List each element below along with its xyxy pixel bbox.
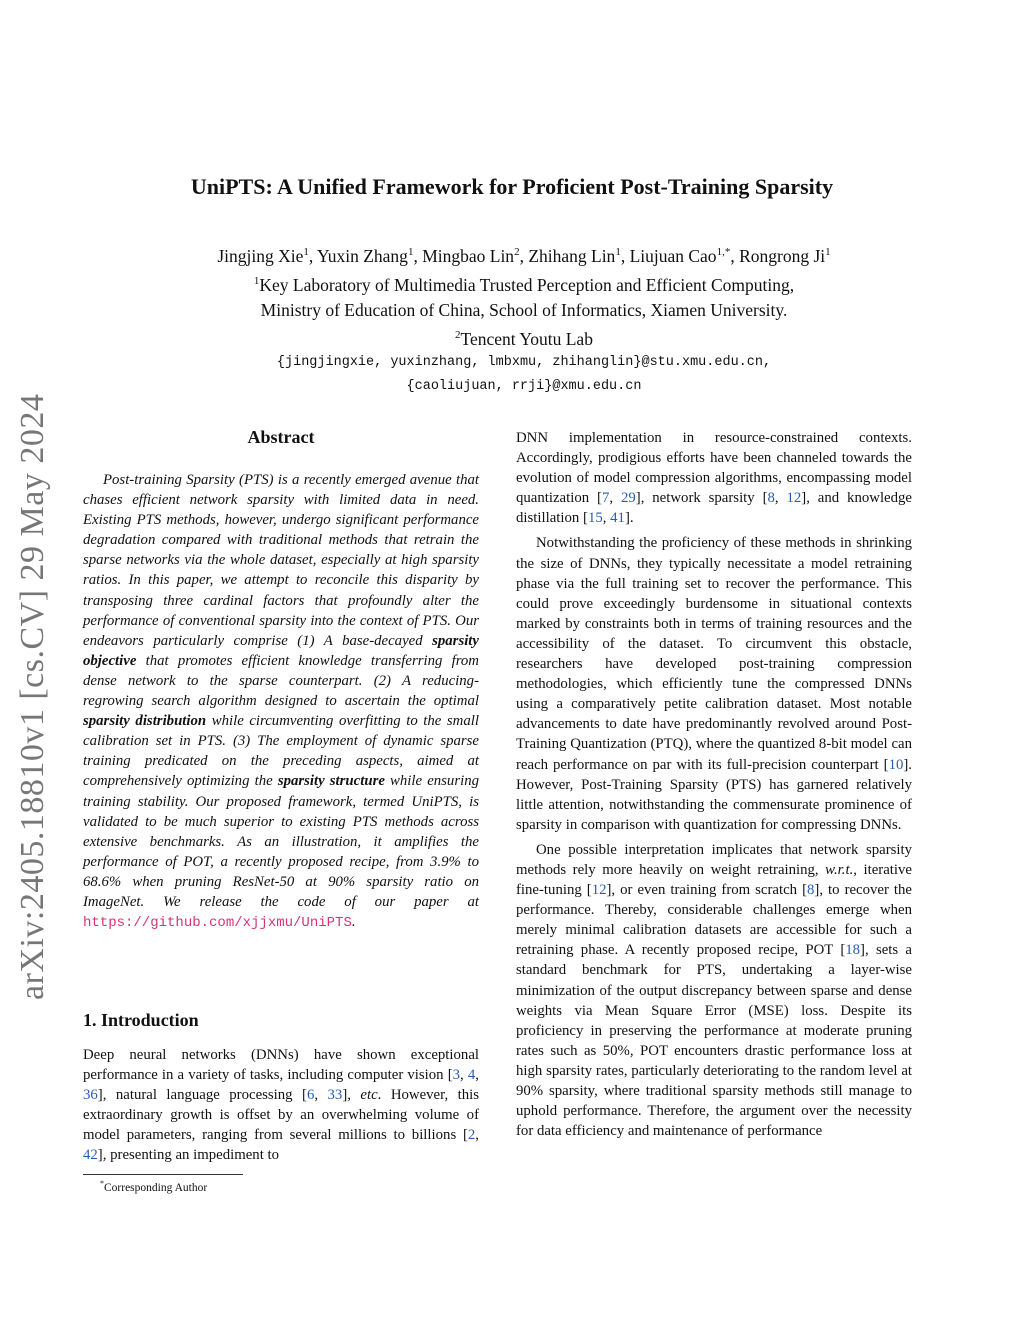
section-heading-introduction: 1. Introduction bbox=[83, 1010, 199, 1030]
author-name: Yuxin Zhang bbox=[317, 245, 408, 266]
citation-link[interactable]: 3 bbox=[452, 1067, 461, 1084]
citation-link[interactable]: 7 bbox=[601, 490, 610, 507]
body-text: ], and knowledge distillation [ bbox=[516, 490, 912, 527]
abstract-text: while ensuring training stability. Our proposed framework, termed UniPTS, is validated to be much superior to existing PTS methods across extensive benchmarks. As an illustration, it amplifies the performance of POT, a recently proposed recipe, from 3.9% to 68.6% when pruning ResNet-50 at 90% sparsity ratio on ImageNet. We release the code of our paper at bbox=[83, 773, 479, 910]
citation-link[interactable]: 8 bbox=[767, 490, 775, 507]
author-name: Mingbao Lin bbox=[422, 245, 515, 266]
right-paragraph-1: DNN implementation in resource-constrained contexts. Accordingly, prodigious efforts have been channeled towards the evolution of model compression algorithms, encompassing model quantization [7, 29], network sparsity [8, 12], and knowledge distillation [15, 41]. bbox=[516, 430, 912, 527]
intro-body bbox=[83, 1045, 479, 1166]
right-paragraph-3 bbox=[516, 840, 912, 1141]
author-list: Jingjing Xie$^1$, Yuxin Zhang$^1$, Mingbao Lin$^2$, Zhihang Lin$^1$, Liujuan Cao$^{1,*}$, Rongrong Ji$^1$ bbox=[217, 245, 831, 266]
citation-link[interactable]: 6 bbox=[306, 1087, 315, 1104]
body-text: ]. bbox=[624, 510, 634, 527]
affiliation-2 bbox=[24, 323, 1024, 352]
intro-text: . However, this extraordinary growth is offset by an overwhelming volume of model parameters, ranging from several millions to billions [ bbox=[83, 1087, 479, 1144]
citation-link[interactable]: 36 bbox=[83, 1087, 98, 1104]
author-sup: 1 bbox=[303, 246, 309, 258]
citation-link[interactable]: 2 bbox=[467, 1127, 476, 1144]
abstract-bold: sparsity distribution bbox=[83, 713, 207, 730]
author-name: Rongrong Ji bbox=[739, 245, 826, 266]
right-paragraph-2 bbox=[516, 533, 912, 834]
body-text: ], network sparsity [ bbox=[635, 490, 768, 507]
affiliation-line: Tencent Youtu Lab bbox=[460, 328, 593, 349]
right-column bbox=[516, 428, 912, 1141]
abstract-paragraph bbox=[83, 470, 479, 933]
abstract-body bbox=[83, 470, 479, 933]
citation-link[interactable]: 4 bbox=[467, 1067, 476, 1084]
abstract-text: Post-training Sparsity (PTS) is a recently emerged avenue that chases efficient network sparsity with limited data in need. Existing PTS methods, however, undergo significant performance degradation compared with traditional methods that retrain the sparse networks via the whole dataset, especially at high sparsity ratios. In this paper, we attempt to reconcile this disparity by transposing three cardinal factors that profoundly alter the performance of conventional sparsity into the context of PTS. Our endeavors particularly comprise (1) A base-decayed bbox=[83, 472, 479, 649]
citation-link[interactable]: 12 bbox=[591, 882, 607, 899]
body-text: , iterative fine-tuning [ bbox=[516, 861, 912, 899]
affil-sup: 2 bbox=[455, 328, 461, 341]
body-text: One possible interpretation implicates that network sparsity methods rely more heavily on weight retraining, bbox=[516, 841, 912, 878]
body-text: DNN implementation in resource-constrained contexts. Accordingly, prodigious efforts have been channeled towards the evolution of model compression algorithms, encompassing model quantization [ bbox=[516, 430, 912, 507]
citation-link[interactable]: 8 bbox=[807, 882, 815, 899]
author-sup: 1,* bbox=[716, 246, 731, 258]
intro-text: Deep neural networks (DNNs) have shown exceptional performance in a variety of tasks, including computer vision [ bbox=[83, 1047, 479, 1084]
intro-text: ], natural language processing [ bbox=[97, 1087, 307, 1104]
footnote-mark: * bbox=[100, 1179, 104, 1188]
code-link[interactable]: https://github.com/xjjxmu/UniPTS bbox=[83, 915, 352, 932]
body-text: ]. However, Post-Training Sparsity (PTS) has garnered relatively little attention, notwithstanding the commensurate prominence of sparsity in comparison with quantization for compressing DNNs. bbox=[516, 756, 912, 833]
abstract-heading: Abstract bbox=[247, 427, 315, 447]
abstract-bold: sparsity objective bbox=[83, 632, 479, 669]
citation-link[interactable]: 41 bbox=[610, 510, 625, 527]
body-text: ], or even training from scratch [ bbox=[606, 882, 808, 899]
footnote-text: Corresponding Author bbox=[104, 1181, 208, 1194]
body-text: Notwithstanding the proficiency of these methods in shrinking the size of DNNs, they typically necessitate a model retraining phase via the full training set to recover the performance. This could prove exceedingly burdensome in situational contexts marked by constraints both in terms of training resources and the accessibility of the dataset. To circumvent this obstacle, researchers have developed post-training compression methodologies, which efficiently tune the compressed DNNs using a comparatively petite calibration dataset. Most notable advancements to date have predominantly revolved around Post-Training Quantization (PTQ), where the quantized 8-bit model can reach performance on par with its full-precision counterpart [ bbox=[516, 535, 912, 773]
body-text: ], to recover the performance. Thereby, considerable challenges emerge when merely minimal calibration datasets are accessible for such a retraining phase. A recently proposed recipe, POT [ bbox=[516, 882, 913, 959]
citation-link[interactable]: 10 bbox=[888, 756, 904, 773]
citation-link[interactable]: 42 bbox=[83, 1147, 98, 1164]
citation-link[interactable]: 12 bbox=[786, 490, 802, 507]
citation-link[interactable]: 33 bbox=[327, 1087, 343, 1104]
author-sup: 1 bbox=[825, 246, 831, 258]
affiliation-1-line2: Ministry of Education of China, School of Informatics, Xiamen University. bbox=[260, 299, 788, 320]
author-name: Liujuan Cao bbox=[629, 245, 717, 266]
intro-text: ], bbox=[342, 1087, 361, 1104]
footnote bbox=[100, 1179, 207, 1194]
footnote-rule bbox=[83, 1174, 243, 1175]
affiliation-1 bbox=[24, 269, 1024, 298]
email-line-1: {jingjingxie, yuxinzhang, lmbxmu, zhihanglin}@stu.xmu.edu.cn, bbox=[276, 355, 772, 371]
affiliation-line: Key Laboratory of Multimedia Trusted Perception and Efficient Computing, bbox=[259, 274, 795, 295]
author-name: Zhihang Lin bbox=[528, 245, 616, 266]
abstract-text: that promotes efficient knowledge transferring from dense network to the sparse counterpart. (2) A reducing-regrowing search algorithm designed to ascertain the optimal bbox=[83, 652, 479, 710]
body-text: ], sets a standard benchmark for PTS, undertaking a layer-wise minimization of the output discrepancy between sparse and dense weights via Mean Square Error (MSE) loss. Despite its proficiency in preserving the performance at moderate pruning rates such as 50%, POT encounters drastic performance loss at high sparsity rates, particularly deteriorating to the random level at 90% sparsity, where traditional sparsity methods still manage to uphold performance. Therefore, the argument over the necessity for data efficiency and maintenance of performance bbox=[516, 942, 912, 1140]
citation-link[interactable]: 15 bbox=[587, 510, 603, 527]
author-block bbox=[0, 240, 1024, 399]
arxiv-side-label: arXiv:2405.18810v1 [cs.CV] 29 May 2024 bbox=[14, 393, 51, 1000]
paper-title: UniPTS: A Unified Framework for Proficient Post-Training Sparsity bbox=[190, 174, 834, 199]
author-sup: 1 bbox=[407, 246, 414, 258]
citation-link[interactable]: 29 bbox=[620, 490, 636, 507]
abstract-text: while circumventing overfitting to the small calibration set in PTS. (3) The employment of dynamic sparse training predicated on the preceding aspects, aimed at comprehensively optimizing the bbox=[83, 713, 479, 790]
intro-text: ], presenting an impediment to bbox=[97, 1147, 280, 1164]
affil-sup: 1 bbox=[253, 274, 260, 287]
citation-link[interactable]: 18 bbox=[845, 942, 861, 959]
abstract-text: . bbox=[351, 914, 356, 931]
author-name: Jingjing Xie bbox=[217, 245, 304, 266]
abstract-bold: sparsity structure bbox=[277, 773, 385, 790]
email-line-2: {caoliujuan, rrji}@xmu.edu.cn bbox=[406, 379, 642, 395]
author-sup: 2 bbox=[514, 246, 520, 258]
author-sup: 1 bbox=[615, 246, 621, 258]
intro-paragraph: Deep neural networks (DNNs) have shown exceptional performance in a variety of tasks, including computer vision [3, 4, 36], natural language processing [6, 33], etc. However, this extraordinary growth is offset by an overwhelming volume of model parameters, ranging from several millions to billions [2, 42], presenting an impediment to bbox=[83, 1047, 479, 1164]
intro-italic: etc bbox=[360, 1087, 378, 1104]
body-italic: w.r.t. bbox=[825, 861, 854, 878]
